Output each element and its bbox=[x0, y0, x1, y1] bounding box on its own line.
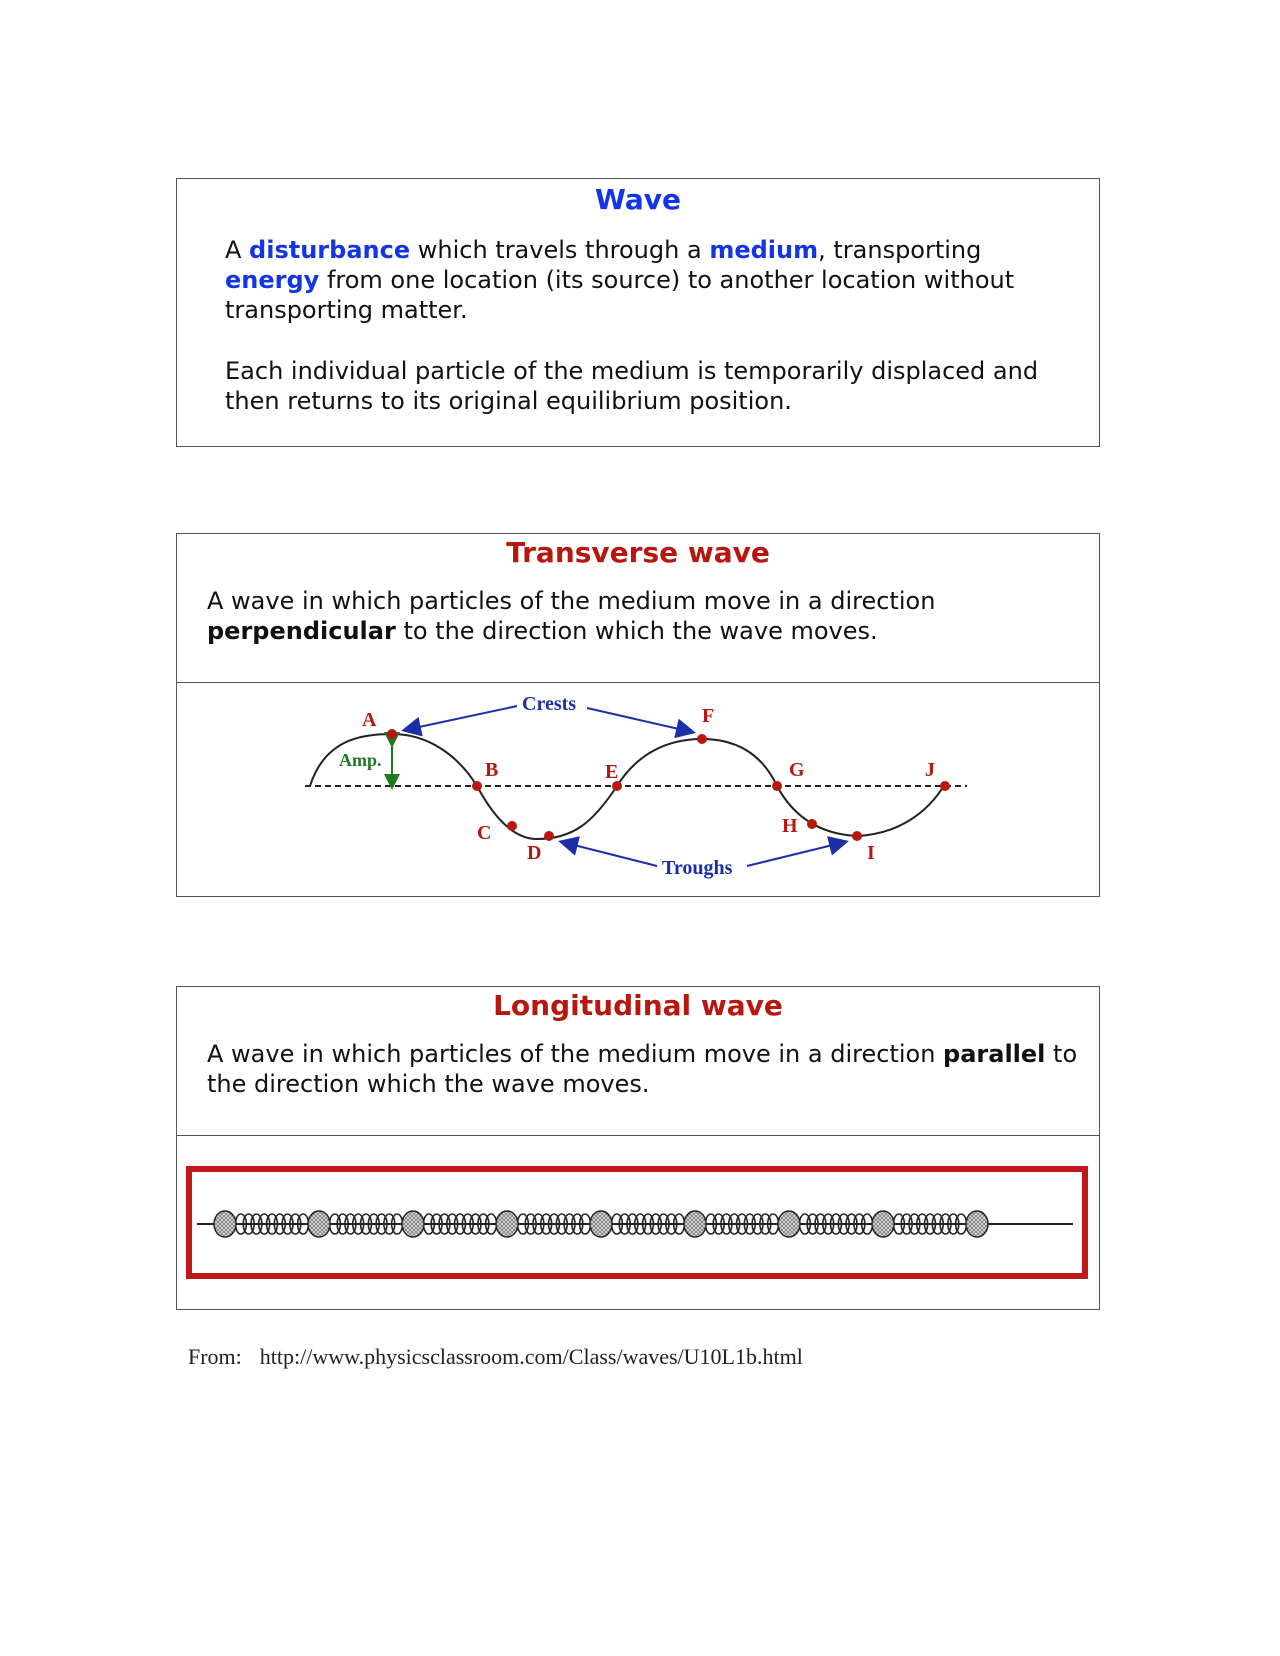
point-label-f: F bbox=[702, 705, 715, 727]
troughs-label: Troughs bbox=[662, 857, 733, 879]
particle bbox=[872, 1211, 894, 1237]
transverse-card bbox=[176, 533, 1100, 897]
particle bbox=[214, 1211, 236, 1237]
wave-card bbox=[176, 178, 1100, 447]
keyword-perpendicular: perpendicular bbox=[207, 617, 396, 645]
point-label-h: H bbox=[782, 815, 798, 837]
crest-arrow-f bbox=[587, 708, 692, 732]
keyword-energy: energy bbox=[225, 266, 320, 294]
trough-arrow-i bbox=[747, 842, 845, 866]
particle bbox=[778, 1211, 800, 1237]
transverse-wave-diagram bbox=[177, 684, 1098, 896]
keyword-disturbance: disturbance bbox=[249, 236, 411, 264]
text-segment: from one location (its source) to another location without transporting matter. bbox=[225, 266, 1015, 324]
amp-label: Amp. bbox=[339, 750, 382, 770]
point-label-c: C bbox=[477, 822, 492, 844]
section-divider bbox=[177, 1135, 1099, 1136]
particle bbox=[496, 1211, 518, 1237]
point-f bbox=[697, 734, 707, 744]
text-segment: A wave in which particles of the medium move in a direction bbox=[207, 587, 936, 615]
point-d bbox=[544, 831, 554, 841]
crest-arrow-a bbox=[405, 706, 517, 730]
point-label-e: E bbox=[605, 761, 619, 783]
particle bbox=[966, 1211, 988, 1237]
wave-points bbox=[362, 705, 950, 864]
point-h bbox=[807, 819, 817, 829]
particle bbox=[684, 1211, 706, 1237]
longitudinal-card bbox=[176, 986, 1100, 1310]
wave-title: Wave bbox=[594, 183, 682, 216]
longitudinal-definition bbox=[177, 1023, 1099, 1099]
source-url[interactable]: http://www.physicsclassroom.com/Class/waves/U10L1b.html bbox=[259, 1344, 803, 1369]
particle bbox=[308, 1211, 330, 1237]
point-i bbox=[852, 831, 862, 841]
longitudinal-wave-diagram bbox=[177, 1137, 1098, 1311]
point-label-b: B bbox=[485, 759, 499, 781]
point-label-g: G bbox=[789, 759, 805, 781]
particle bbox=[402, 1211, 424, 1237]
point-c bbox=[507, 821, 517, 831]
text-segment: which travels through a bbox=[410, 236, 710, 264]
text-segment: to the direction which the wave moves. bbox=[395, 617, 878, 645]
point-label-i: I bbox=[867, 842, 875, 864]
transverse-definition bbox=[177, 570, 1099, 646]
point-a bbox=[387, 729, 397, 739]
source-label: From: bbox=[188, 1344, 242, 1369]
section-divider bbox=[177, 682, 1099, 683]
transverse-title: Transverse wave bbox=[506, 536, 770, 569]
text-segment: A wave in which particles of the medium move in a direction bbox=[207, 1040, 944, 1068]
point-label-j: J bbox=[925, 759, 935, 781]
point-g bbox=[772, 781, 782, 791]
point-label-a: A bbox=[362, 709, 377, 731]
text-segment: to the direction which the wave moves. bbox=[207, 1040, 1078, 1098]
crests-label: Crests bbox=[522, 693, 577, 715]
particle bbox=[590, 1211, 612, 1237]
point-j bbox=[940, 781, 950, 791]
longitudinal-title: Longitudinal wave bbox=[493, 989, 783, 1022]
point-b bbox=[472, 781, 482, 791]
trough-arrow-d bbox=[562, 842, 657, 866]
keyword-parallel: parallel bbox=[943, 1040, 1046, 1068]
wave-definition bbox=[177, 217, 1099, 416]
wave-definition-paragraph-2: Each individual particle of the medium is temporarily displaced and then returns to its original equilibrium position. bbox=[225, 357, 1039, 415]
keyword-medium: medium bbox=[709, 236, 819, 264]
source-citation bbox=[188, 1344, 821, 1370]
text-segment: , transporting bbox=[818, 236, 982, 264]
wave-definition-paragraph-1 bbox=[225, 235, 1051, 325]
point-label-d: D bbox=[527, 842, 542, 864]
text-segment: A bbox=[225, 236, 250, 264]
